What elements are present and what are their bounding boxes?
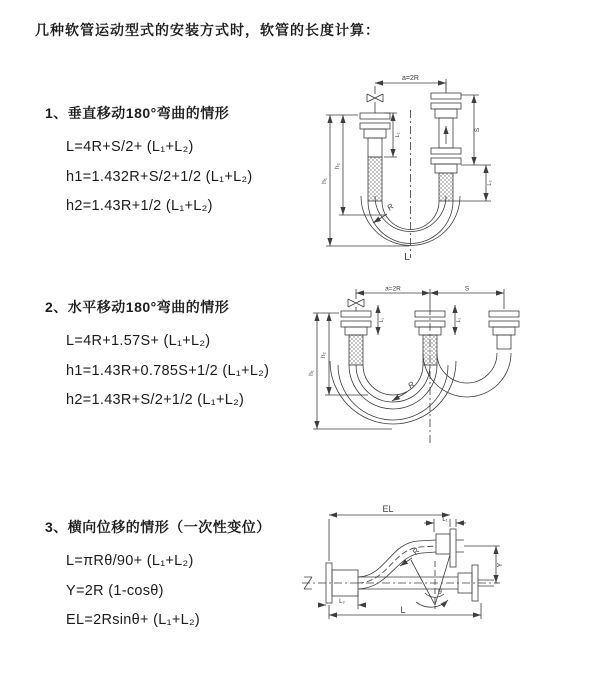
dimension-h1 [313,313,392,429]
diagram-vertical-180-bend [313,68,598,263]
formula-list [66,327,269,416]
dim-h2-label: h₂ [320,351,327,359]
dim-a-label: a=2R [402,75,419,82]
radius-leader [392,392,407,401]
valve-icon [348,289,364,311]
formula: L=4R+1.57S+ (L₁+L₂) [66,333,211,349]
dim-h1-label: h₁ [308,370,315,376]
dim-l1-label: L₁ [442,517,448,523]
diagram-horizontal-180-bend-svg [308,283,600,451]
radius-label: R [410,546,422,557]
section-heading: 3、横向位移的情形（一次性变位） [45,519,271,535]
dimension-el [329,515,450,561]
dim-s-label: S [464,285,470,293]
formula: EL=2Rsinθ+ (L₁+L₂) [66,612,201,628]
section-lateral-displacement [45,517,271,636]
right-pipe-fitting [431,82,461,201]
diagram-lateral-displacement-svg [298,503,598,643]
valve-icon [367,86,383,113]
formula: Y=2R (1-cosθ) [66,582,164,599]
dim-y-label: Y [497,562,504,568]
diagram-vertical-180-bend-svg [313,68,598,263]
length-label: L [404,252,410,263]
diagram-horizontal-180-bend [308,283,600,451]
dim-l-label: L [400,605,406,615]
formula: h2=1.43R+S/2+1/2 (L₁+L₂) [66,392,245,408]
dim-h2-label: h₂ [334,162,341,170]
diagram-lateral-displacement [298,503,598,643]
section-heading: 2、水平移动180°弯曲的情形 [45,299,230,315]
dim-el-label: EL [382,504,394,514]
formula: h1=1.432R+S/2+1/2 (L₁+L₂) [66,168,253,185]
dim-s-label: S [474,127,481,133]
radius-label: R [406,379,417,391]
formula-list [66,547,271,636]
dim-l1-label: L₁ [395,132,401,138]
section-heading: 1、垂直移动180°弯曲的情形 [45,105,230,121]
dim-l2-label: L₂ [339,599,345,605]
dim-l2-label: L₂ [456,317,462,323]
angle-label: θ [438,589,442,596]
dim-a-label: a=2R [385,285,401,293]
section-vertical-movement [45,103,253,222]
formula-list [66,133,253,222]
formula: h1=1.43R+0.785S+1/2 (L₁+L₂) [66,362,270,379]
dimension-l2 [453,165,491,201]
formula: L=πRθ/90+ (L₁+L₂) [66,553,194,569]
page-title: 几种软管运动型式的安装方式时，软管的长度计算： [35,22,380,38]
dim-h1-label: h₁ [321,178,328,184]
angle-construction [411,555,450,609]
radius-label: R [385,201,396,213]
dimension-y [464,546,500,583]
dim-l1-label: L₁ [379,317,385,323]
dim-l2-label: L₂ [487,180,493,186]
left-pipe-fitting [341,311,371,365]
section-horizontal-movement [45,297,269,416]
formula: L=4R+S/2+ (L₁+L₂) [66,139,194,155]
right-pipe-fitting [489,311,519,349]
formula: h2=1.43R+1/2 (L₁+L₂) [66,198,213,214]
